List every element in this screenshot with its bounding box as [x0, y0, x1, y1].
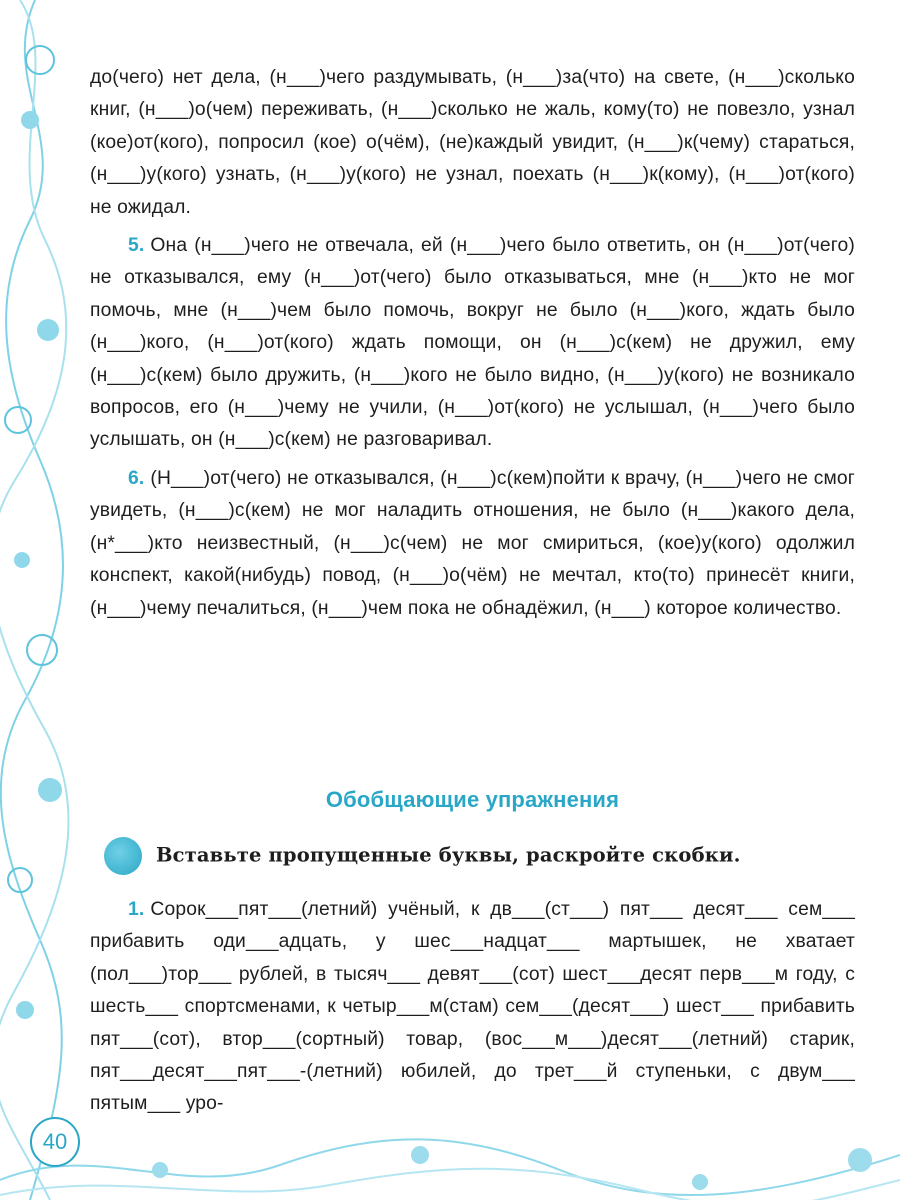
floral-ornament-left — [0, 0, 70, 1200]
exercise-1-text: Сорок___пят___(летний) учёный, к дв___(ст___) пят___ десят___ сем___ прибавить оди___адцать, у шес___надцат___ мартышек, не хватает (пол___)тор___ рублей, в тысяч___ девят___(сот) шест___десят перв___м году, с шесть___ спортсменами, к четыр___м(стам) сем___(десят___) шест___ прибавить пят___(сот), втор___(сортный) товар, (вос___м___)десят___(летний) старик, пят___десят___пят___-(летний) юбилей, до трет___й ступеньки, с двум___ пятым___ уро- — [90, 899, 855, 1115]
exercise-6 — [90, 463, 855, 625]
bullet-icon — [104, 837, 142, 875]
exercise-1 — [90, 894, 855, 1121]
exercise-5-number: 5. — [128, 235, 145, 257]
instruction — [90, 837, 855, 875]
page-content — [90, 62, 855, 1115]
floral-ornament-bottom — [0, 1110, 900, 1200]
exercise-6-text: (Н___)от(чего) не отказывался, (н___)с(кем)пойти к врачу, (н___)чего не смог увидеть, (н___)с(кем) не мог наладить отношения, не было (н___)какого дела, (н*___)кто неизвестный, (н___)с(чем) не мог смириться, (кое)у(кого) одолжил конспект, какой(нибудь) повод, (н___)о(чём) не мечтал, кто(то) принесёт книги, (н___)чему печалиться, (н___)чем пока не обнадёжил, (н___) которое количество. — [90, 467, 855, 619]
exercise-1-number: 1. — [128, 899, 145, 920]
exercise-6-number: 6. — [128, 467, 145, 489]
page-number: 40 — [30, 1117, 80, 1167]
exercise-5-text: Она (н___)чего не отвечала, ей (н___)чего было ответить, он (н___)от(чего) не отказывался, ему (н___)от(чего) было отказываться, мне (н___)кто не мог помочь, мне (н___)чем было помочь, вокруг не было (н___)кого, ждать было (н___)кого, (н___)от(кого) ждать помощи, он (н___)с(кем) не дружил, ему (н___)с(кем) было дружить, (н___)кого не было видно, (н___)у(кого) не возникало вопросов, его (н___)чему не учили, (н___)от(кого) не услышал, (н___)чего было услышать, он (н___)с(кем) не разговаривал. — [90, 235, 855, 451]
exercise-5 — [90, 230, 855, 457]
section-title: Обобщающие упражнения — [325, 787, 620, 812]
instruction-text: Вставьте пропущенные буквы, раскройте скобки. — [156, 843, 741, 867]
exercise-4-continuation: до(чего) нет дела, (н___)чего раздумывать, (н___)за(что) на свете, (н___)сколько книг, (н___)о(чем) переживать, (н___)сколько не жаль, кому(то) не повезло, узнал (кое)от(кого), попросил (кое) о(чём), (не)каждый увидит, (н___)к(чему) стараться, (н___)у(кого) узнать, (н___)у(кого) не узнал, поехать (н___)к(кому), (н___)от(кого) не ожидал. — [90, 67, 855, 218]
